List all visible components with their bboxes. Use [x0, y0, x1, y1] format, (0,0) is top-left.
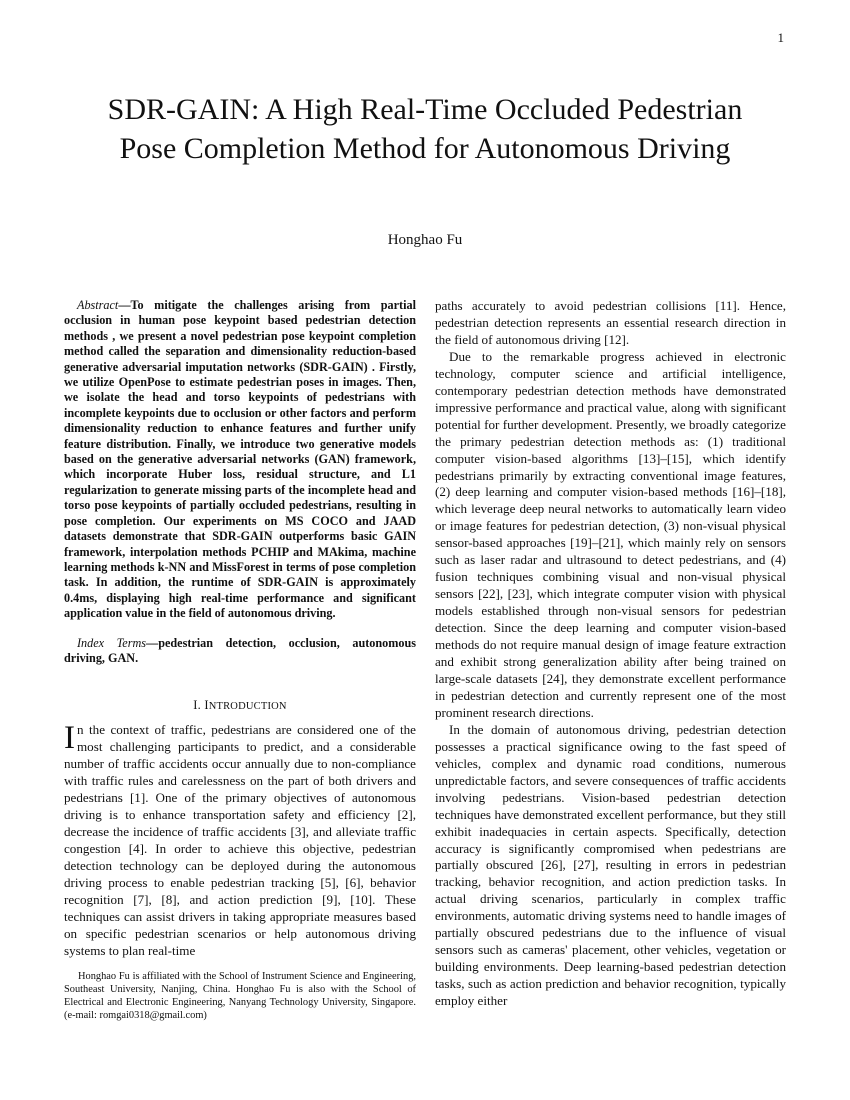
drop-cap: I — [64, 720, 75, 757]
intro-paragraph — [64, 722, 416, 959]
left-column — [64, 298, 416, 960]
right-column — [435, 298, 786, 1010]
abstract-label: Abstract — [77, 298, 119, 312]
abstract-text: To mitigate the challenges arising from partial occlusion in human pose keypoint based pedestrian detection methods , we present a novel pedestrian pose keypoint completion method called the separation and dimensionality reduction-based generative adversarial imputation networks (SDR-GAIN) . Firstly, we utilize OpenPose to estimate pedestrian poses in images. Then, we isolate the head and torso keypoints of pedestrians with incomplete keypoints due to occlusion or other factors and perform dimensionality reduction to enhance features and further unify feature distribution. Finally, we introduce two generative models based on the generative adversarial networks (GAN) framework, which incorporate Huber loss, residual structure, and L1 regularization to generate missing parts of the incomplete head and torso pose keypoints of partially occluded pedestrians, resulting in pose completion. Our experiments on MS COCO and JAAD datasets demonstrate that SDR-GAIN outperforms basic GAIN framework, interpolation methods PCHIP and MAkima, machine learning methods k-NN and MissForest in terms of pose completion task. In addition, the runtime of SDR-GAIN is approximately 0.4ms, displaying high real-time performance and significant application value in the field of autonomous driving. — [64, 298, 416, 621]
abstract — [64, 298, 416, 622]
affiliation-footnote: Honghao Fu is affiliated with the School of Instrument Science and Engineering, Southeast University, Nanjing, China. Honghao Fu is also with the School of Electrical and Electronic Engineering, Nanyang Technology University, Singapore. (e-mail: romgai0318@gmail.com) — [64, 971, 416, 1022]
body-paragraph-1: paths accurately to avoid pedestrian collisions [11]. Hence, pedestrian detection represents an essential research direction in the field of autonomous driving [12]. — [435, 298, 786, 347]
section-heading-introduction — [64, 698, 416, 713]
index-terms-dash: — — [146, 635, 159, 650]
author-name: Honghao Fu — [387, 232, 463, 248]
intro-paragraph-text: n the context of traffic, pedestrians are considered one of the most challenging participants to predict, and a considerable number of traffic accidents occur annually due to non-compliance with traffic rules and carelessness on the part of both drivers and pedestrians [1]. One of the primary objectives of autonomous driving is to enhance transportation safety and efficiency [2], decrease the incidence of traffic accidents [3], and alleviate traffic congestion [4]. In order to achieve this objective, pedestrian detection technology can be deployed during the autonomous driving process to enable pedestrian tracking [5], [6], behavior recognition [7], [8], and action prediction [9], [10]. These techniques can assist drivers in taking appropriate measures based on specific pedestrian scenarios or help autonomous driving systems to plan real-time — [64, 722, 416, 958]
body-paragraph-3: In the domain of autonomous driving, pedestrian detection possesses a practical significance owing to the fast speed of vehicles, complex and dynamic road conditions, numerous unpredictable factors, and severe consequences of traffic accidents involving pedestrians. Vision-based pedestrian detection techniques have demonstrated excellent performance, but they still exhibit inadequacies in certain aspects. Specifically, detection accuracy is significantly compromised when pedestrians are partially obscured [26], [27], resulting in errors in pedestrian tracking, behavior recognition, and action prediction tasks. In actual driving scenarios, particularly in complex traffic environments, automatic driving systems need to handle images of partially obscured pedestrians due to the influence of visual sensors such as cameras' placement, other vehicles, vegetation or building environments. Deep learning-based pedestrian detection tasks, such as action prediction and behavior recognition, typically employ either — [435, 721, 786, 1009]
abstract-dash: — — [118, 298, 131, 312]
section-title-rest: NTRODUCTION — [208, 701, 287, 713]
body-paragraph-2: Due to the remarkable progress achieved in electronic technology, computer science and artificial intelligence, contemporary pedestrian detection methods have demonstrated impressive performance and practical value, along with significant potential for further development. Presently, we broadly categorize the primary pedestrian detection methods as: (1) traditional computer vision-based algorithms [13]–[15], which identify pedestrians primarily by extracting conventional image features, (2) deep learning and computer vision-based methods [16]–[18], which leverage deep neural networks to automatically learn video or image features for pedestrian detection, (3) non-visual physical sensor-based approaches [19]–[21], which mainly rely on sensors such as laser radar and ultrasound to detect pedestrians, and (4) fusion techniques combining visual and non-visual physical sensors [22], [23], which integrate computer vision with physical models established through non-visual sensors for pedestrian detection. Since the deep learning and computer vision-based methods do not require manual design of image feature extraction and exhibit strong generalization ability after being trained on large-scale datasets [24], they demonstrate excellent performance in pedestrian detection and currently represent one of the most prominent research directions. — [435, 348, 786, 720]
index-terms — [64, 636, 416, 667]
section-title-initial: I — [204, 698, 209, 713]
index-terms-label: Index Terms — [77, 635, 147, 650]
page-number: 1 — [777, 30, 784, 45]
index-terms-text: pedestrian detection, occlusion, autonomous driving, GAN. — [64, 635, 417, 665]
paper-title: SDR-GAIN: A High Real-Time Occluded Pedestrian Pose Completion Method for Autonomous Driving — [107, 93, 743, 165]
section-number: I. — [193, 698, 201, 713]
